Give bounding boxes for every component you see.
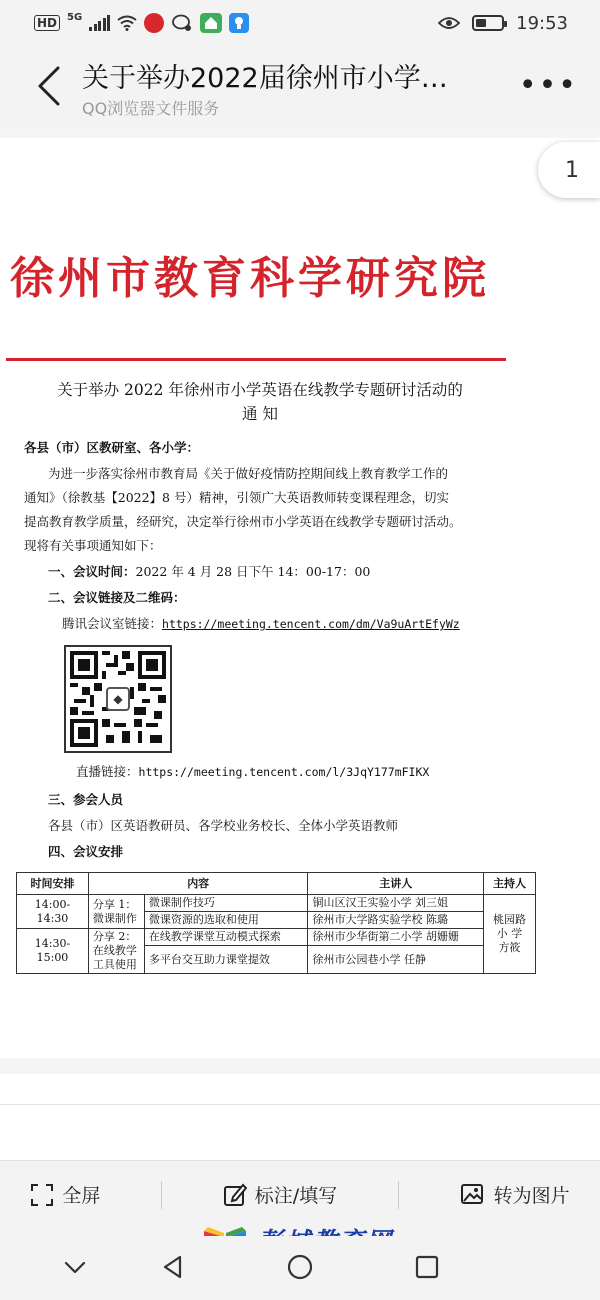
live-link[interactable]: https://meeting.tencent.com/l/3JqY177mFIKX [138,765,430,779]
schedule-table [16,872,536,974]
chevron-down-icon[interactable] [60,1252,90,1282]
notice-title [20,378,500,426]
nav-back-icon[interactable] [158,1252,188,1282]
convert-to-image-button[interactable] [460,1181,570,1208]
section-3-heading: 三、参会人员 [48,792,124,807]
annotate-label: 标注/填写 [254,1185,338,1207]
table-row [17,895,536,912]
live-link-label: 直播链接： [76,764,139,779]
table-header-cell: 主讲人 [308,873,484,895]
table-header-cell: 内容 [88,873,308,895]
speaker-cell: 徐州市少华街第二小学 胡姗姗 [308,929,484,946]
content-cell: 微课制作技巧 [144,895,308,912]
hd-icon: HD [34,15,60,31]
nav-home-icon[interactable] [285,1252,315,1282]
toolbar-divider [161,1181,162,1209]
paragraph-line: 现将有关事项通知如下： [24,538,162,553]
qr-code [64,645,172,753]
toolbar-divider [398,1181,399,1209]
notice-title-line1: 关于举办 2022 年徐州市小学英语在线教学专题研讨活动的 [57,381,463,399]
speaker-cell: 徐州市大学路实验学校 陈璐 [308,912,484,929]
page-subtitle: QQ浏览器文件服务 [82,99,220,118]
paragraph-line: 提高教育教学质量，经研究，决定举行徐州市小学英语在线教学专题研讨活动。 [24,514,462,529]
back-icon[interactable] [32,64,72,108]
fullscreen-button[interactable] [30,1181,100,1208]
app-notification-icon [144,13,164,33]
tencent-meeting-logo-icon: ◆ [106,687,130,711]
content-cell: 多平台交互助力课堂提效 [144,946,308,974]
speaker-cell: 徐州市公园巷小学 任静 [308,946,484,974]
meeting-link[interactable]: https://meeting.tencent.com/dm/Va9uArtEfyWz [162,617,460,631]
eye-icon [438,16,460,30]
table-row [17,929,536,946]
notice-title-line2: 通 知 [242,405,278,423]
more-options-icon[interactable]: ••• [518,68,578,103]
clock: 19:53 [516,12,568,34]
salutation: 各县（市）区教研室、各小学： [24,440,200,455]
home-app-icon [200,13,222,33]
time-slot-cell: 14:00- 14:30 [17,895,89,929]
meeting-link-row [62,614,460,632]
document-viewer[interactable] [0,128,600,1160]
annotate-button[interactable] [223,1181,337,1208]
convert-to-image-label: 转为图片 [493,1185,570,1207]
content-cell: 微课资源的选取和使用 [144,912,308,929]
signal-icon [89,15,110,31]
share-cell: 分享 1： 微课制作 [88,895,144,929]
fullscreen-icon [30,1183,54,1207]
image-convert-icon [460,1183,486,1207]
paragraph-line: 为进一步落实徐州市教育局《关于做好疫情防控期间线上教育教学工作的 [48,466,449,481]
page-2-rule [0,1104,600,1105]
table-header-cell: 主持人 [484,873,536,895]
app-header [0,46,600,128]
institute-heading: 徐州市教育科学研究院 [10,253,490,304]
red-divider [6,358,506,361]
section-3-text: 各县（市）区英语教研员、各学校业务校长、全体小学英语教师 [48,818,399,833]
battery-icon [472,15,504,31]
table-header-row [17,873,536,895]
document-page-2 [0,1074,600,1160]
nav-recents-icon[interactable] [412,1252,442,1282]
section-1-heading: 一、会议时间： [48,564,136,579]
bulb-app-icon [229,13,249,33]
network-type: 5G [67,11,83,23]
time-slot-cell: 14:30- 15:00 [17,929,89,974]
fullscreen-label: 全屏 [62,1185,101,1207]
content-cell: 在线教学课堂互动模式探索 [144,929,308,946]
chat-icon [171,13,193,33]
section-2-heading: 二、会议链接及二维码： [48,590,186,605]
section-4-heading: 四、会议安排 [48,844,124,859]
document-page-1 [0,138,600,1058]
meeting-time: 2022 年 4 月 28 日下午 14：00-17：00 [135,564,371,579]
navigation-bar [0,1236,600,1300]
share-cell: 分享 2： 在线教学 工具使用 [88,929,144,974]
page-title: 关于举办2022届徐州市小学… [82,63,448,94]
live-link-row [76,762,429,780]
status-bar [0,0,600,46]
section-1 [48,562,370,580]
wifi-icon [117,15,137,31]
host-cell: 桃园路 小 学 方筱 [484,895,536,974]
page-number-indicator[interactable]: 1 [538,142,600,198]
edit-icon [223,1183,247,1207]
meeting-link-label: 腾讯会议室链接： [62,616,163,631]
paragraph-line: 通知》（徐教基【2022】8 号）精神，引领广大英语教师转变课程理念，切实 [24,490,449,505]
table-header-cell: 时间安排 [17,873,89,895]
speaker-cell: 铜山区汉王实验小学 刘三姐 [308,895,484,912]
